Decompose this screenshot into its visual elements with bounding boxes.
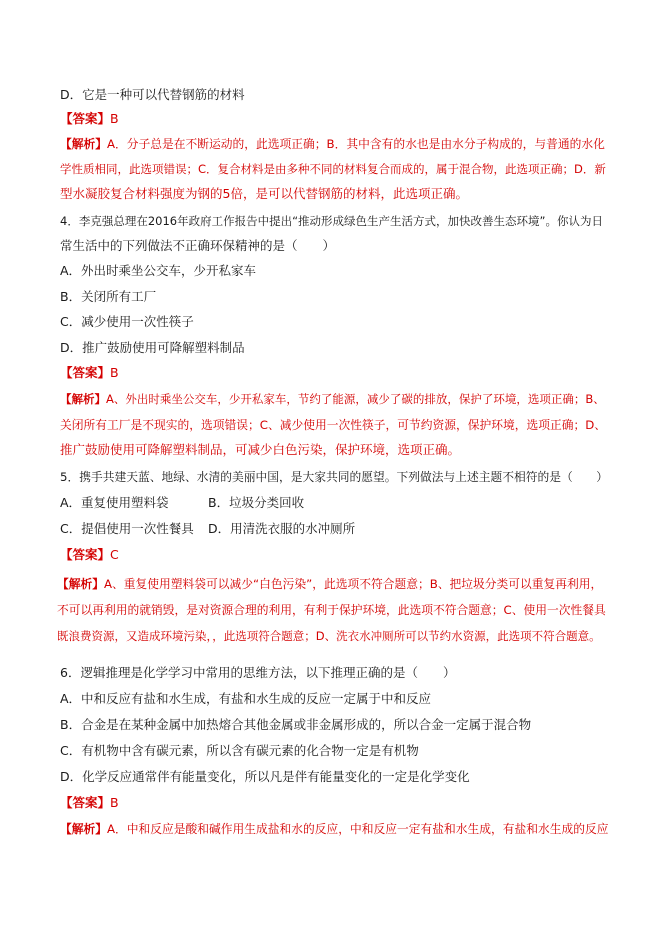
q4-option-d: D．推广鼓励使用可降解塑料制品 [60,340,245,355]
q6-option-c: C．有机物中含有碳元素，所以含有碳元素的化合物一定是有机物 [60,743,419,758]
answer-value: B [110,365,119,380]
q4-stem-line-1: 4．李克强总理在2016年政府工作报告中提出“推动形成绿色生产生活方式，加快改善生态环境”。你认为日 [60,214,603,228]
q5-options-row-1 [60,494,611,512]
q5-answer [60,546,611,564]
q5-options-row-2 [60,520,611,538]
q3-option-d: D．它是一种可以代替钢筋的材料 [60,87,245,102]
q3-analysis-line-1: 【解析】A．分子总是在不断运动的，此选项正确；B．其中含有的水也是由水分子构成的，与普通的水化 [60,137,605,151]
q5-option-b: B．垃圾分类回收 [208,495,305,510]
q6-analysis-line-1: 【解析】A．中和反应是酸和碱作用生成盐和水的反应，中和反应一定有盐和水生成，有盐和水生成的反应 [60,822,609,836]
q6-answer [60,794,611,812]
q3-answer [60,110,611,128]
q4-stem-line-2: 常生活中的下列做法不正确环保精神的是（ ） [60,238,336,253]
q5-stem: 5．携手共建天蓝、地绿、水清的美丽中国，是大家共同的愿望。下列做法与上述主题不相符的是（ ） [60,470,608,484]
answer-tag: 【答案】 [60,795,111,810]
q6-option-a: A．中和反应有盐和水生成，有盐和水生成的反应一定属于中和反应 [60,691,432,706]
q4-analysis-line-1: 【解析】A、外出时乘坐公交车，少开私家车，节约了能源，减少了碳的排放，保护了环境，选项正确；B、 [60,392,605,406]
q5-analysis-line-1: 【解析】A、重复使用塑料袋可以减少“白色污染”，此选项不符合题意；B、把垃圾分类可以重复再利用， [57,577,603,591]
answer-value: C [110,547,119,562]
answer-value: B [110,795,119,810]
q6-option-b: B．合金是在某种金属中加热熔合其他金属或非金属形成的，所以合金一定属于混合物 [60,717,532,732]
q4-analysis-line-2: 关闭所有工厂是不现实的，选项错误；C、减少使用一次性筷子，可节约资源，保护环境，选项正确；D、 [60,418,607,432]
answer-tag: 【答案】 [60,365,111,380]
q4-analysis-line-3: 推广鼓励使用可降解塑料制品，可减少白色污染，保护环境，选项正确。 [60,442,461,457]
q5-analysis-line-2: 不可以再利用的就销毁，是对资源合理的利用，有利于保护环境，此选项不符合题意；C、使用一次性餐具 [57,603,606,617]
q3-analysis-line-2: 学性质相同，此选项错误；C．复合材料是由多种不同的材料复合而成的，属于混合物，此选项正确；D．新 [60,162,606,176]
answer-tag: 【答案】 [60,547,111,562]
q5-option-d: D．用清洗衣服的水冲厕所 [208,521,356,536]
q5-option-a: A．重复使用塑料袋 [60,495,169,510]
analysis-tag: 【解析】 [57,577,104,591]
q5-option-c: C．提倡使用一次性餐具 [60,521,194,536]
q6-option-d: D．化学反应通常伴有能量变化，所以凡是伴有能量变化的一定是化学变化 [60,769,470,784]
q5-analysis-line-3: 既浪费资源，又造成环境污染，，此选项符合题意；D、洗衣水冲厕所可以节约水资源，此选项不符合题意。 [57,629,601,643]
answer-tag: 【答案】 [60,111,111,126]
q4-option-b: B．关闭所有工厂 [60,289,157,304]
answer-value: B [110,111,119,126]
q4-option-c: C．减少使用一次性筷子 [60,314,194,329]
analysis-tag: 【解析】 [60,822,107,836]
analysis-tag: 【解析】 [60,137,107,151]
q3-analysis-line-3: 型水凝胶复合材料强度为钢的5倍，是可以代替钢筋的材料，此选项正确。 [60,186,468,201]
q4-answer [60,364,611,382]
q4-option-a: A．外出时乘坐公交车，少开私家车 [60,263,257,278]
q6-stem: 6．逻辑推理是化学学习中常用的思维方法，以下推理正确的是（ ） [60,665,456,680]
analysis-tag: 【解析】 [60,392,106,406]
